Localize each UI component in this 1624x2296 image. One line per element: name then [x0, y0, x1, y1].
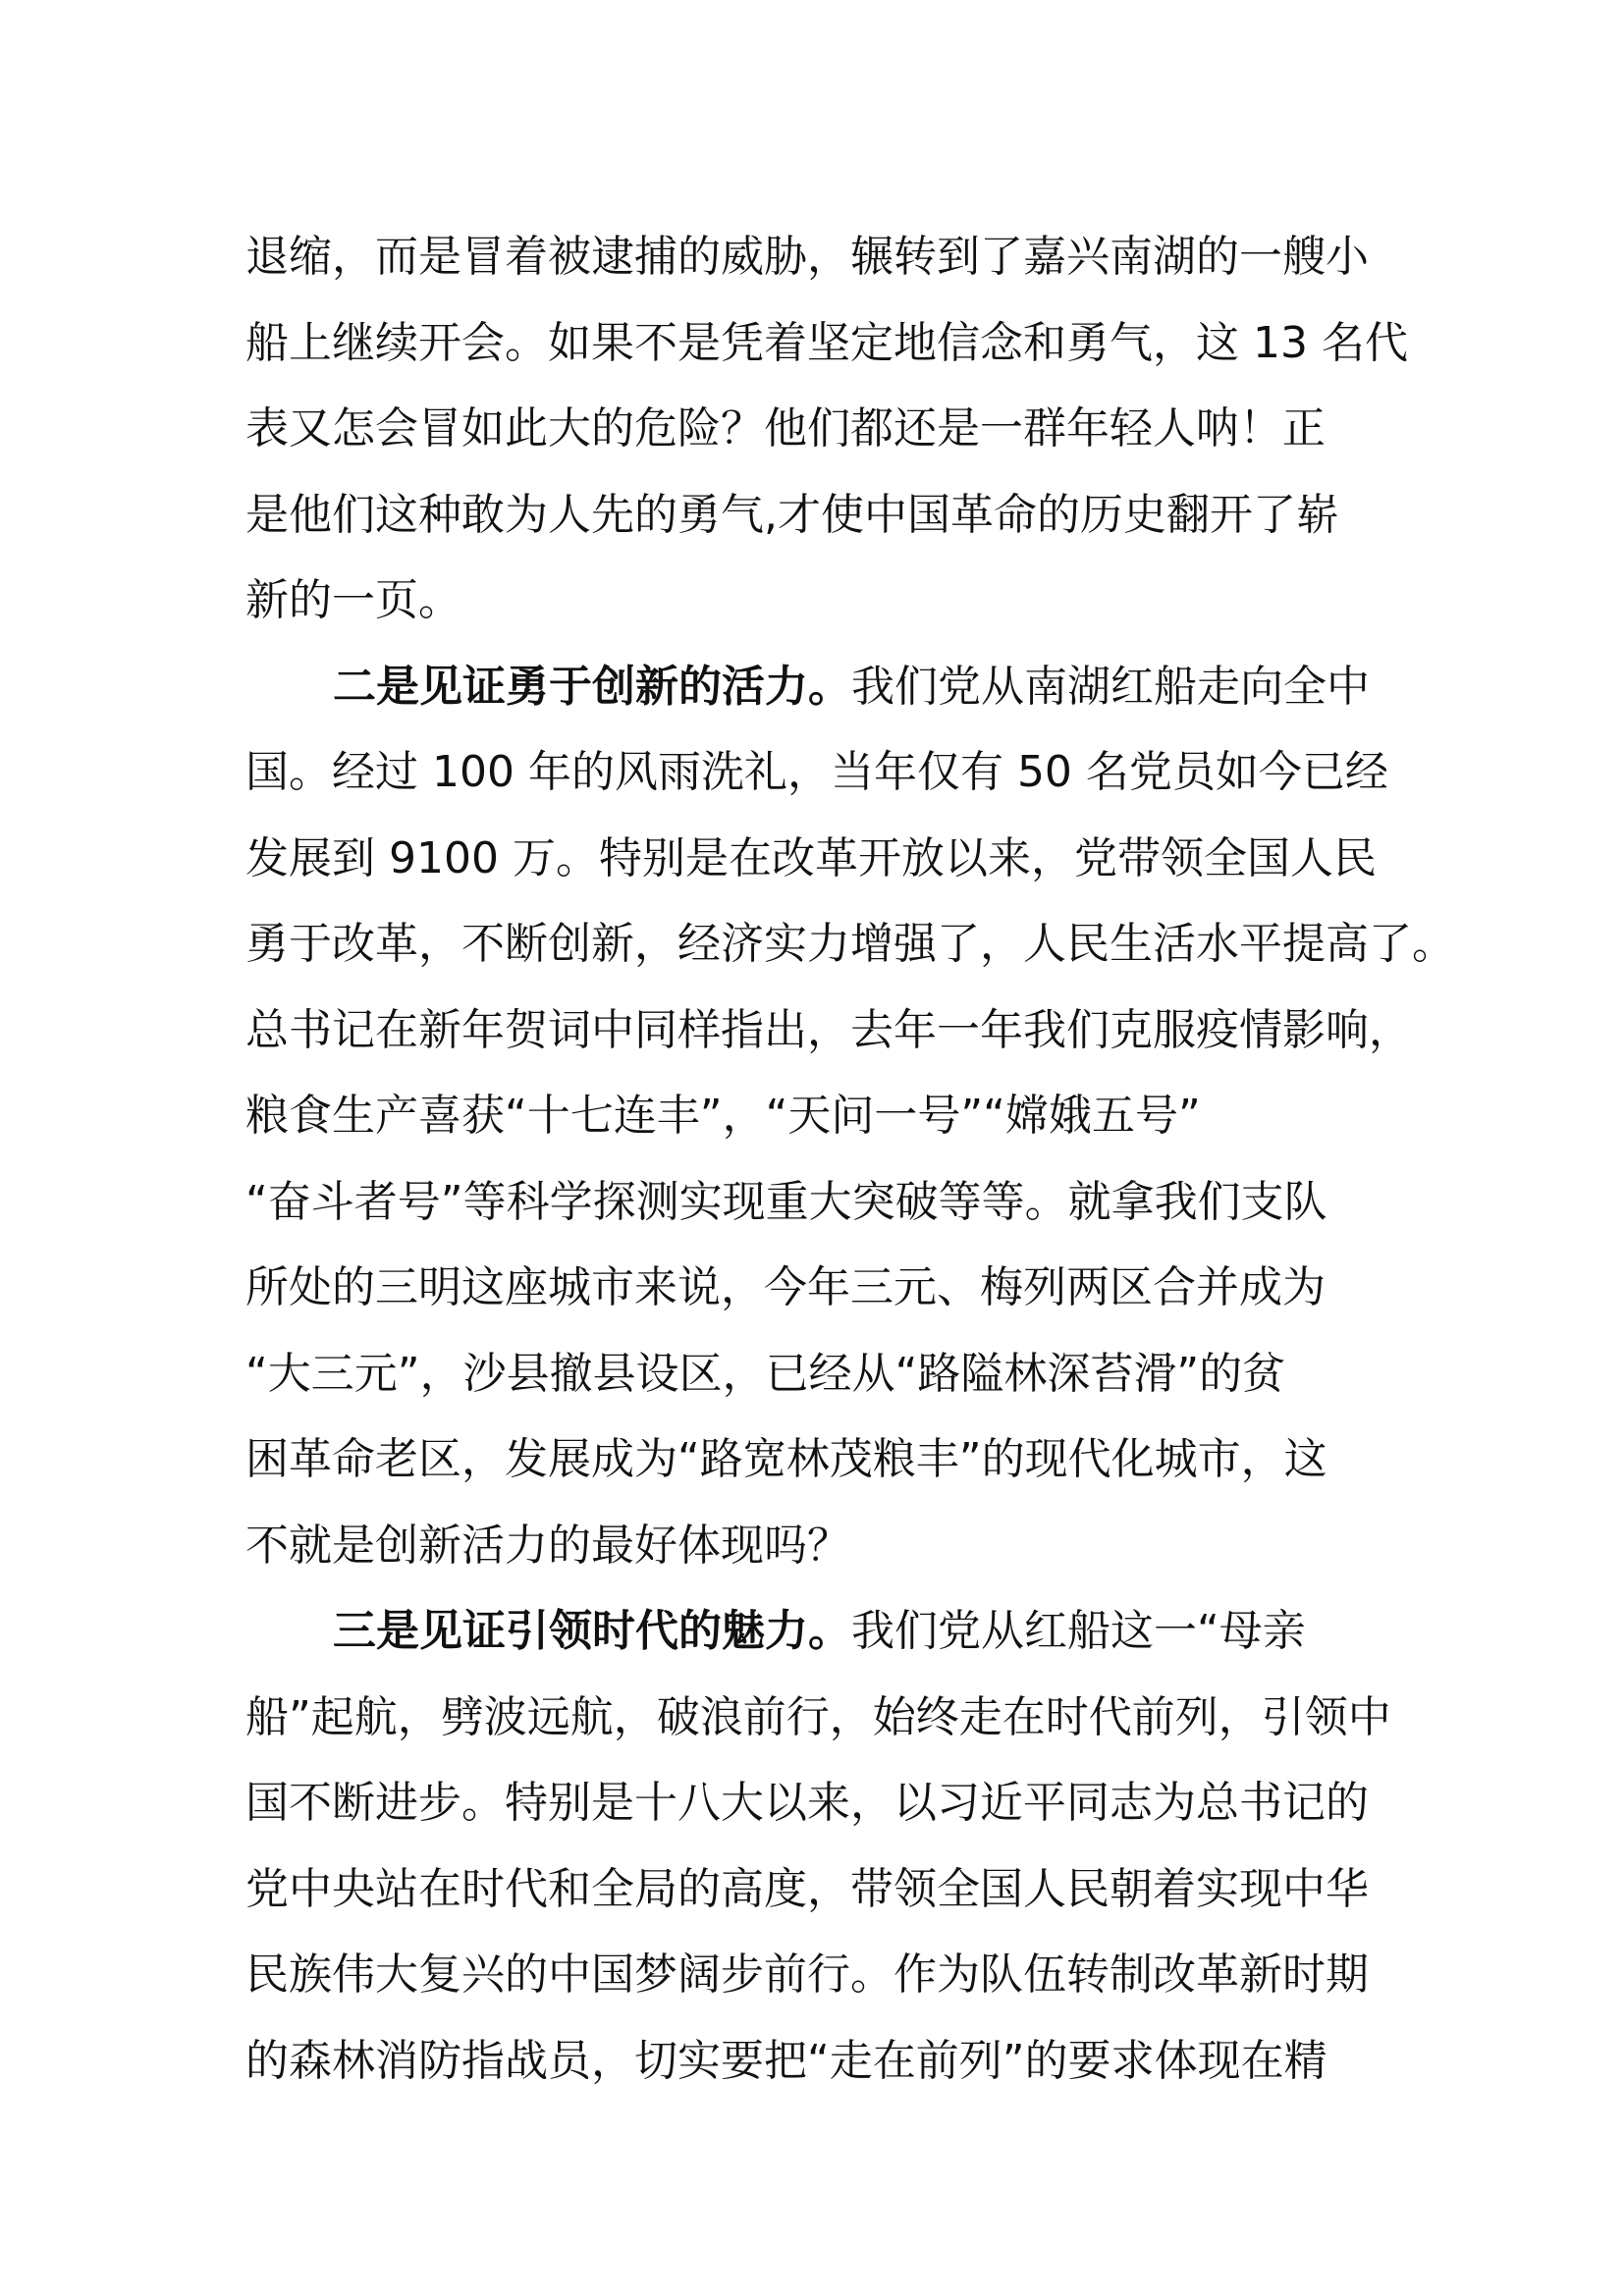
line-text: 粮食生产喜获“十七连丰”，“天问一号”“嫦娥五号” [245, 1091, 1201, 1141]
text-line [245, 729, 1404, 816]
text-line [245, 1245, 1404, 1331]
line-text: “大三元”，沙县撤县设区，已经从“路隘林深苔滑”的贫 [245, 1348, 1286, 1399]
line-text: 困革命老区，发展成为“路宽林茂粮丰”的现代化城市，这 [245, 1434, 1327, 1484]
line-text: 勇于改革，不断创新，经济实力增强了，人民生活水平提高了。 [245, 919, 1455, 969]
line-text: 不就是创新活力的最好体现吗？ [245, 1520, 850, 1571]
text-line [245, 901, 1455, 988]
line-text: 党中央站在时代和全局的高度，带领全国人民朝着实现中华 [245, 1863, 1369, 1914]
text-line [245, 1073, 1404, 1159]
text-line [245, 386, 1404, 472]
line-text: 表又怎会冒如此大的危险？他们都还是一群年轻人呐！正 [245, 403, 1326, 454]
text-line [245, 816, 1404, 902]
document-page [245, 214, 1455, 2104]
line-text: 所处的三明这座城市来说，今年三元、梅列两区合并成为 [245, 1262, 1326, 1312]
line-text: 发展到 9100 万。特别是在改革开放以来，党带领全国人民 [245, 832, 1377, 883]
line-text: 国。经过 100 年的风雨洗礼，当年仅有 50 名党员如今已经 [245, 747, 1388, 797]
line-text: 船”起航，劈波远航，破浪前行，始终走在时代前列，引领中 [245, 1691, 1391, 1742]
section-heading: 二是见证勇于创新的活力。 [333, 661, 851, 712]
line-text: 总书记在新年贺词中同样指出，去年一年我们克服疫情影响， [245, 1004, 1412, 1055]
paragraph-heading-line [245, 644, 1404, 730]
section-heading: 三是见证引领时代的魅力。 [333, 1606, 851, 1656]
line-text: 我们党从红船这一“母亲 [851, 1606, 1306, 1656]
line-text: 民族伟大复兴的中国梦阔步前行。作为队伍转制改革新时期 [245, 1949, 1369, 2000]
text-line [245, 1846, 1404, 1933]
line-text: “奋斗者号”等科学探测实现重大突破等等。就拿我们支队 [245, 1176, 1327, 1227]
text-line [245, 1675, 1404, 1761]
text-line [245, 214, 1404, 300]
text-line [245, 1760, 1404, 1846]
text-line [245, 472, 1404, 559]
text-line [245, 1159, 1404, 1246]
text-line [245, 988, 1412, 1074]
line-text: 的森林消防指战员，切实要把“走在前列”的要求体现在精 [245, 2035, 1327, 2086]
text-line [245, 2018, 1404, 2105]
line-text: 新的一页。 [245, 575, 461, 625]
line-text: 船上继续开会。如果不是凭着坚定地信念和勇气，这 13 名代 [245, 317, 1408, 368]
text-line [245, 1932, 1404, 2018]
line-text: 退缩，而是冒着被逮捕的威胁，辗转到了嘉兴南湖的一艘小 [245, 232, 1369, 282]
text-line [245, 1503, 1404, 1589]
paragraph-heading-line [245, 1588, 1404, 1675]
text-line [245, 1331, 1404, 1417]
text-line [245, 1416, 1404, 1503]
line-text: 我们党从南湖红船走向全中 [851, 661, 1370, 712]
line-text: 是他们这种敢为人先的勇气,才使中国革命的历史翻开了崭 [245, 489, 1339, 540]
line-text: 国不断进步。特别是十八大以来，以习近平同志为总书记的 [245, 1778, 1369, 1828]
text-line [245, 558, 1404, 644]
text-line [245, 300, 1408, 387]
